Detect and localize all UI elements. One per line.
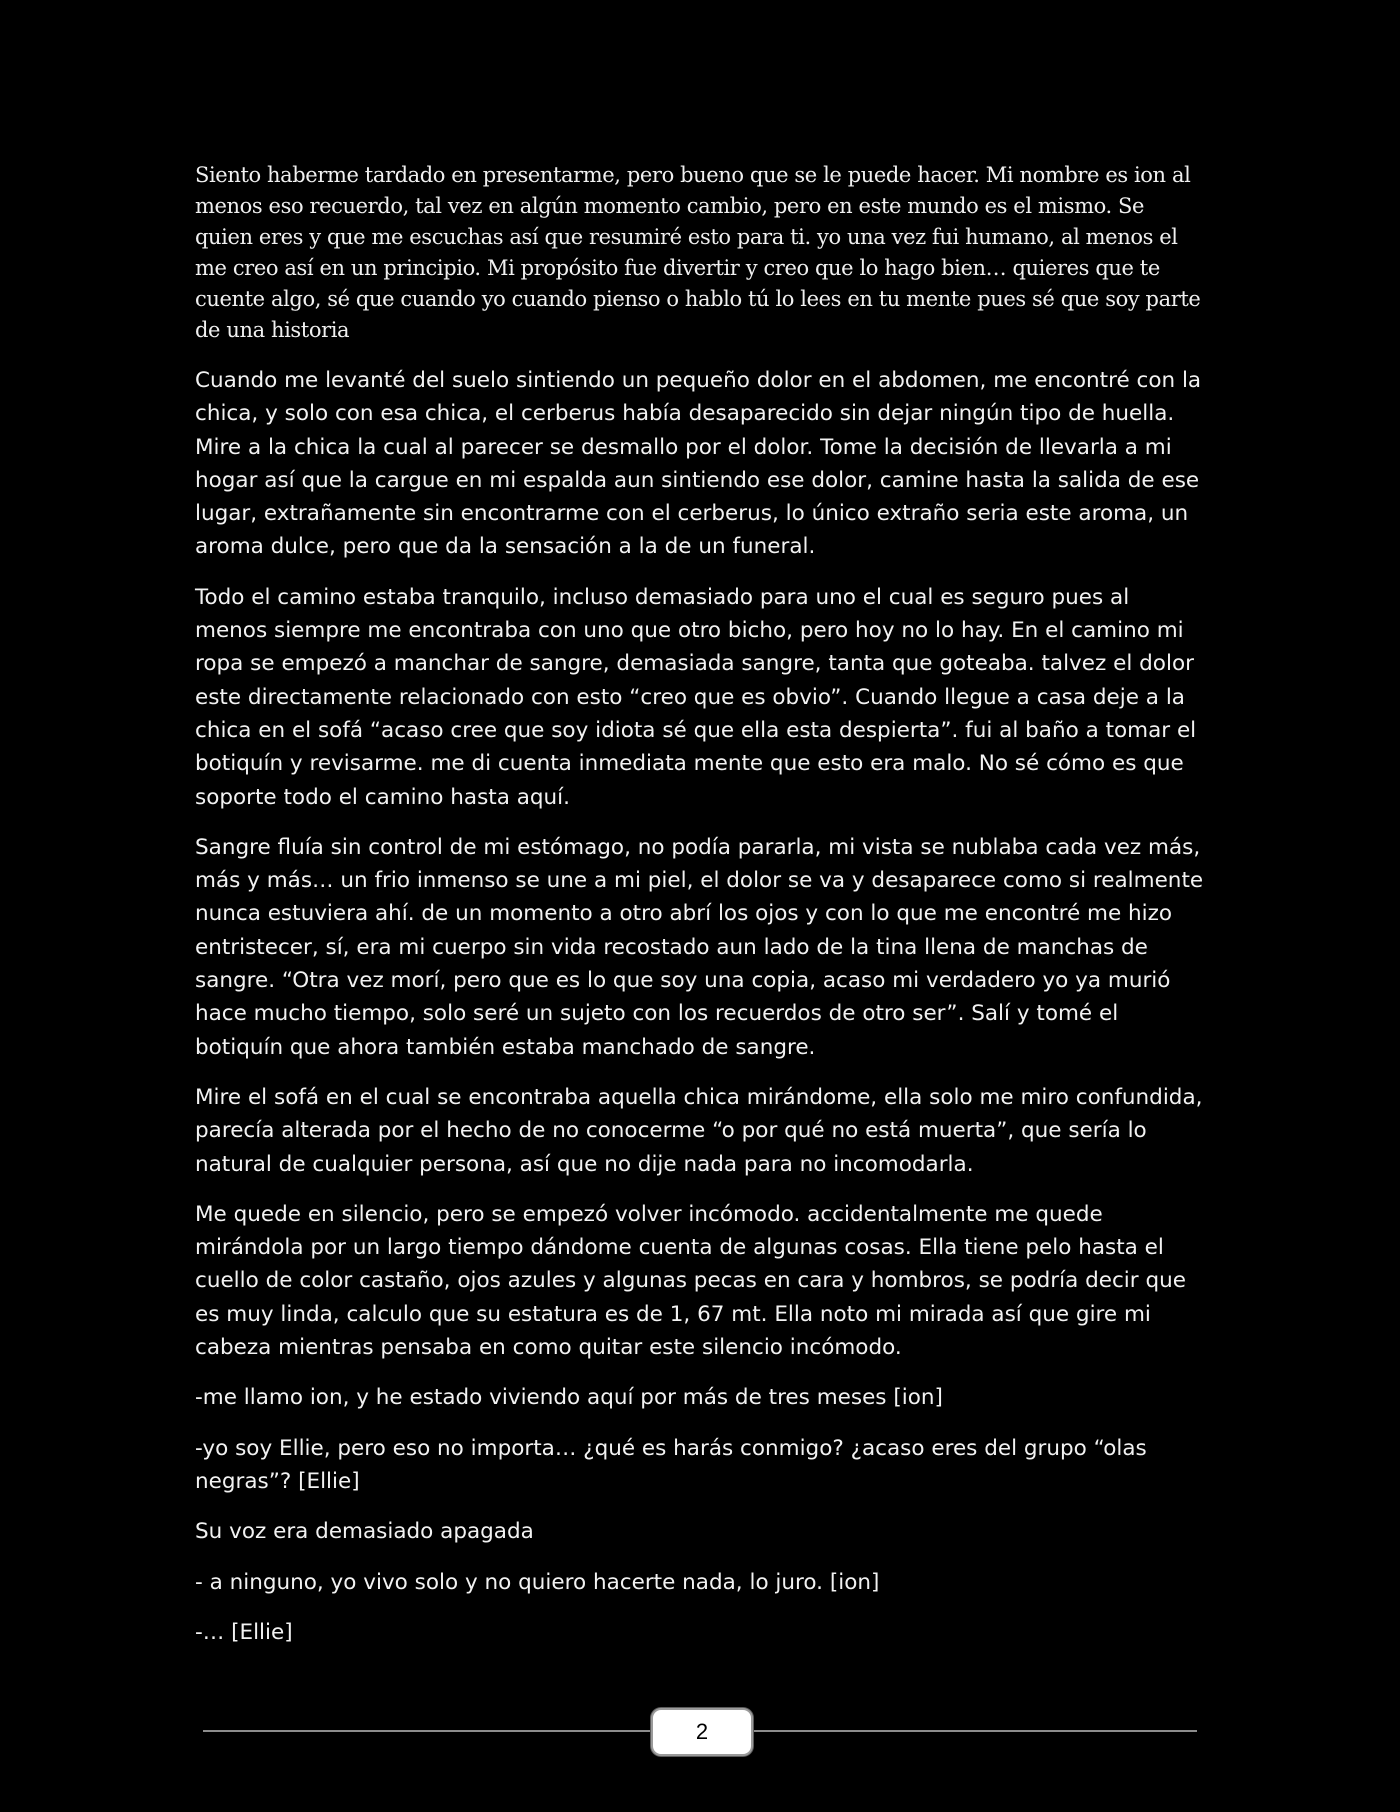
- paragraph-2: Todo el camino estaba tranquilo, incluso demasiado para uno el cual es seguro pues al menos siempre me encontraba con uno que otro bicho, pero hoy no lo hay. En el camino mi ropa se empezó a manchar de sangre, demasiada sangre, tanta que goteaba. talvez el dolor este directamente relacionado con esto “creo que es obvio”. Cuando llegue a casa deje a la chica en el sofá “acaso cree que soy idiota sé que ella esta despierta”. fui al baño a tomar el botiquín y revisarme. me di cuenta inmediata mente que esto era malo. No sé cómo es que soporte todo el camino hasta aquí.: [195, 584, 1197, 810]
- paragraph-4: Mire el sofá en el cual se encontraba aquella chica mirándome, ella solo me miro confundida, parecía alterada por el hecho de no conocerme “o por qué no está muerta”, que sería lo natural de cualquier persona, así que no dije nada para no incomodarla.: [195, 1084, 1203, 1177]
- dialogue-ion-2: - a ninguno, yo vivo solo y no quiero hacerte nada, lo juro. [ion]: [195, 1569, 880, 1595]
- page-body: [195, 160, 1205, 1666]
- paragraph-narration: Su voz era demasiado apagada: [195, 1519, 534, 1545]
- page-number-badge: 2: [651, 1708, 753, 1756]
- intro-paragraph: Siento haberme tardado en presentarme, pero bueno que se le puede hacer. Mi nombre es ion al menos eso recuerdo, tal vez en algún momento cambio, pero en este mundo es el mismo. Se quien eres y que me escuchas así que resumiré esto para ti. yo una vez fui humano, al menos el me creo así en un principio. Mi propósito fue divertir y creo que lo hago bien… quieres que te cuente algo, sé que cuando yo cuando pienso o hablo tú lo lees en tu mente pues sé que soy parte de una historia: [195, 163, 1201, 342]
- dialogue-ellie-1: -yo soy Ellie, pero eso no importa… ¿qué es harás conmigo? ¿acaso eres del grupo “olas negras”? [Ellie]: [195, 1435, 1147, 1494]
- paragraph-1: Cuando me levanté del suelo sintiendo un pequeño dolor en el abdomen, me encontré con la chica, y solo con esa chica, el cerberus había desaparecido sin dejar ningún tipo de huella. Mire a la chica la cual al parecer se desmallo por el dolor. Tome la decisión de llevarla a mi hogar así que la cargue en mi espalda aun sintiendo ese dolor, camine hasta la salida de ese lugar, extrañamente sin encontrarme con el cerberus, lo único extraño seria este aroma, un aroma dulce, pero que da la sensación a la de un funeral.: [195, 368, 1202, 560]
- dialogue-ellie-2: -… [Ellie]: [195, 1619, 293, 1645]
- paragraph-3: Sangre fluía sin control de mi estómago, no podía pararla, mi vista se nublaba cada vez más, más y más… un frio inmenso se une a mi piel, el dolor se va y desaparece como si realmente nunca estuviera ahí. de un momento a otro abrí los ojos y con lo que me encontré me hizo entristecer, sí, era mi cuerpo sin vida recostado aun lado de la tina llena de manchas de sangre. “Otra vez morí, pero que es lo que soy una copia, acaso mi verdadero yo ya murió hace mucho tiempo, solo seré un sujeto con los recuerdos de otro ser”. Salí y tomé el botiquín que ahora también estaba manchado de sangre.: [195, 834, 1204, 1060]
- page-footer: [203, 1708, 1197, 1754]
- dialogue-ion-1: -me llamo ion, y he estado viviendo aquí por más de tres meses [ion]: [195, 1385, 943, 1411]
- paragraph-5: Me quede en silencio, pero se empezó volver incómodo. accidentalmente me quede mirándola por un largo tiempo dándome cuenta de algunas cosas. Ella tiene pelo hasta el cuello de color castaño, ojos azules y algunas pecas en cara y hombros, se podría decir que es muy linda, calculo que su estatura es de 1, 67 mt. Ella noto mi mirada así que gire mi cabeza mientras pensaba en como quitar este silencio incómodo.: [195, 1201, 1186, 1361]
